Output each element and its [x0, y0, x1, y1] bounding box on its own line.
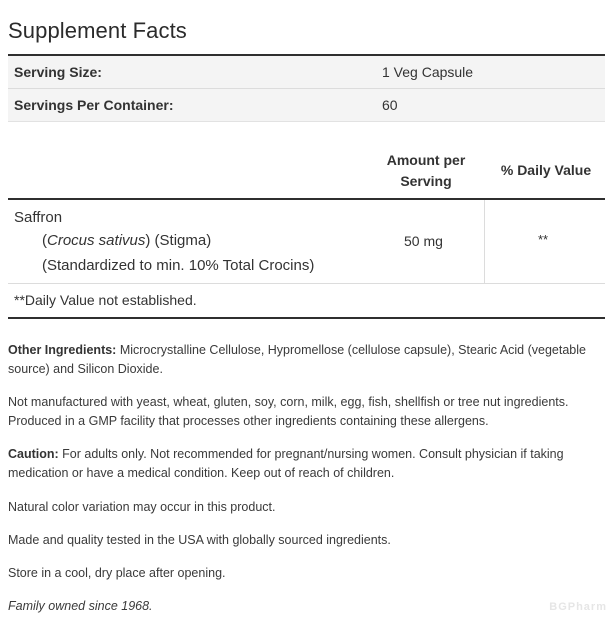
caution-text: For adults only. Not recommended for pregnant/nursing women. Consult physician if taking medication or have a medical condition. Keep out of reach of children. [8, 447, 564, 480]
daily-value-footnote: **Daily Value not established. [14, 292, 197, 308]
ingredient-daily-value: ** [538, 232, 549, 247]
serving-size-value: 1 Veg Capsule [382, 64, 474, 80]
other-ingredients-text: Microcrystalline Cellulose, Hypromellose (cellulose capsule), Stearic Acid (vegetable source) and Silicon Dioxide. [8, 343, 586, 376]
page-title: Supplement Facts [8, 18, 187, 43]
servings-per-container-row [8, 89, 605, 122]
ingredient-latin-line [42, 230, 211, 252]
ingredient-standardization: (Standardized to min. 10% Total Crocins) [42, 257, 315, 274]
family-owned-note: Family owned since 1968. [8, 599, 153, 613]
column-divider [484, 200, 485, 284]
ingredient-amount: 50 mg [404, 233, 443, 249]
allergen-statement: Not manufactured with yeast, wheat, gluten, soy, corn, milk, egg, fish, shellfish or tree nut ingredients. Produced in a GMP facility that processes other ingredients containing these allergens. [8, 395, 569, 428]
ingredient-name: Saffron [14, 209, 63, 226]
amount-header-line2: Serving [400, 173, 452, 189]
watermark: BGPharm [549, 601, 607, 613]
serving-size-row [8, 56, 605, 89]
amount-header-line1: Amount per [386, 152, 466, 168]
footnote-divider [8, 317, 605, 319]
open-paren: ( [42, 232, 47, 249]
amount-per-serving-header [378, 150, 474, 192]
serving-size-label: Serving Size: [14, 64, 102, 80]
color-variation-note: Natural color variation may occur in this product. [8, 500, 276, 514]
caution [8, 445, 598, 483]
servings-per-container-label: Servings Per Container: [14, 97, 174, 113]
storage-note: Store in a cool, dry place after opening. [8, 566, 226, 580]
made-in-usa-note: Made and quality tested in the USA with globally sourced ingredients. [8, 533, 391, 547]
daily-value-header: % Daily Value [500, 162, 592, 178]
other-ingredients [8, 341, 598, 379]
servings-per-container-value: 60 [382, 97, 398, 113]
other-ingredients-label: Other Ingredients: [8, 343, 117, 357]
caution-label: Caution: [8, 447, 59, 461]
ingredient-part: ) (Stigma) [145, 232, 212, 249]
ingredient-row [8, 200, 605, 284]
ingredient-latin-name: Crocus sativus [47, 232, 146, 249]
